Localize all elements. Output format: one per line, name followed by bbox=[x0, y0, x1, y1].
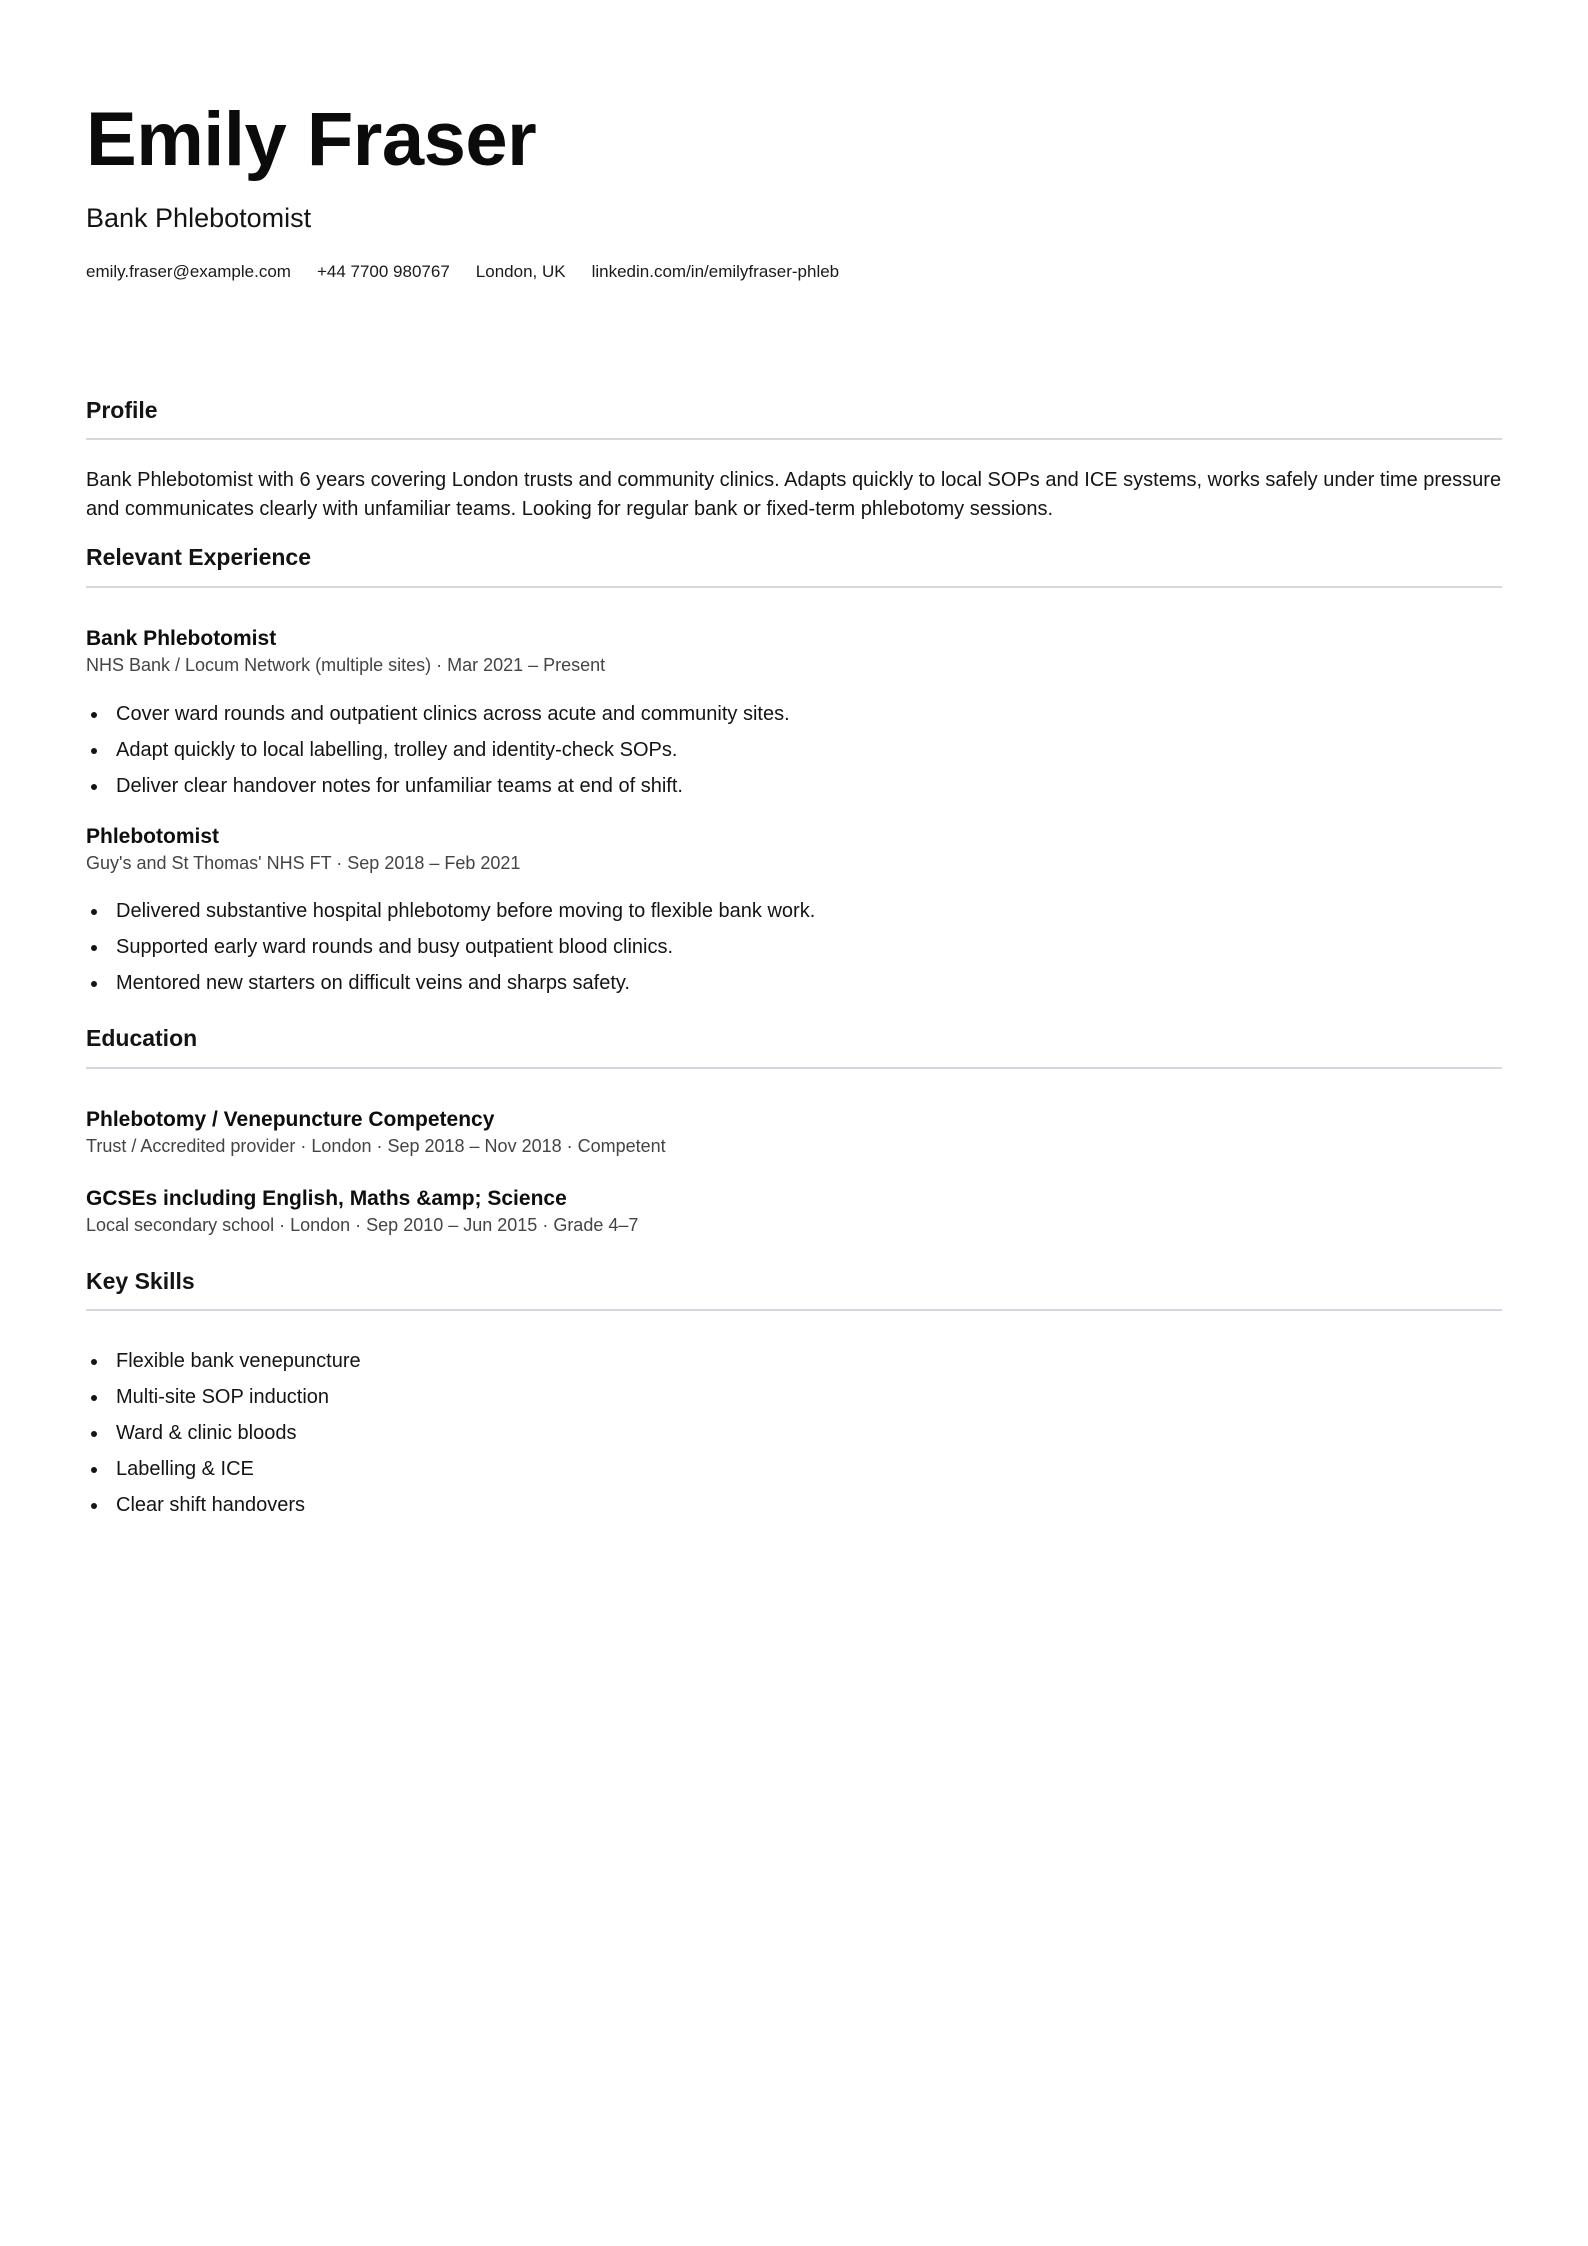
job-meta: Guy's and St Thomas' NHS FT · Sep 2018 – Feb 2021 bbox=[86, 852, 521, 873]
skill-item: Clear shift handovers bbox=[116, 1487, 1502, 1523]
contact-linkedin[interactable]: linkedin.com/in/emilyfraser-phleb bbox=[591, 262, 840, 282]
candidate-name: Emily Fraser bbox=[86, 97, 537, 182]
section-title-education: Education bbox=[86, 1025, 198, 1052]
skill-item: Multi-site SOP induction bbox=[116, 1379, 1502, 1415]
profile-summary: Bank Phlebotomist with 6 years covering London trusts and community clinics. Adapts quickly to local SOPs and ICE systems, works safely under time pressure and communicates clearly with unfamiliar teams. Looking for regular bank or fixed-term phlebotomy sessions. bbox=[86, 469, 1502, 521]
job-title: Bank Phlebotomist bbox=[86, 626, 277, 650]
section-divider bbox=[86, 1067, 1502, 1069]
section-divider bbox=[86, 438, 1502, 440]
job-bullets bbox=[86, 696, 1502, 804]
job-entry bbox=[86, 626, 1502, 804]
education-meta: Trust / Accredited provider · London · Sep 2018 – Nov 2018 · Competent bbox=[86, 1135, 666, 1156]
job-bullet: Delivered substantive hospital phlebotomy before moving to flexible bank work. bbox=[116, 893, 1502, 929]
job-bullet: Supported early ward rounds and busy outpatient blood clinics. bbox=[116, 929, 1502, 965]
job-bullet: Adapt quickly to local labelling, trolley and identity-check SOPs. bbox=[116, 732, 1502, 768]
job-bullet: Mentored new starters on difficult veins and sharps safety. bbox=[116, 965, 1502, 1001]
section-title-skills: Key Skills bbox=[86, 1267, 195, 1294]
skills-list bbox=[86, 1343, 1502, 1523]
education-entry bbox=[86, 1186, 1502, 1238]
contact-location: London, UK bbox=[475, 262, 566, 282]
job-bullet: Deliver clear handover notes for unfamiliar teams at end of shift. bbox=[116, 768, 1502, 804]
job-meta: NHS Bank / Locum Network (multiple sites) · Mar 2021 – Present bbox=[86, 655, 606, 676]
section-title-experience: Relevant Experience bbox=[86, 544, 312, 571]
skill-item: Flexible bank venepuncture bbox=[116, 1343, 1502, 1379]
education-title: Phlebotomy / Venepuncture Competency bbox=[86, 1107, 495, 1131]
job-bullets bbox=[86, 893, 1502, 1001]
contact-email[interactable]: emily.fraser@example.com bbox=[86, 262, 291, 282]
job-entry bbox=[86, 824, 1502, 1002]
education-section bbox=[86, 1025, 1502, 1238]
section-divider bbox=[86, 1309, 1502, 1311]
job-bullet: Cover ward rounds and outpatient clinics across acute and community sites. bbox=[116, 696, 1502, 732]
section-title-profile: Profile bbox=[86, 396, 158, 423]
contact-phone[interactable]: +44 7700 980767 bbox=[316, 262, 450, 282]
experience-section bbox=[86, 544, 1502, 1001]
education-meta: Local secondary school · London · Sep 2010 – Jun 2015 · Grade 4–7 bbox=[86, 1215, 639, 1236]
skill-item: Ward & clinic bloods bbox=[116, 1415, 1502, 1451]
job-title: Phlebotomist bbox=[86, 824, 220, 848]
skill-item: Labelling & ICE bbox=[116, 1451, 1502, 1487]
candidate-headline: Bank Phlebotomist bbox=[86, 203, 312, 233]
profile-section bbox=[86, 397, 1502, 525]
contact-line bbox=[86, 262, 1502, 282]
education-entry bbox=[86, 1107, 1502, 1159]
resume-header bbox=[86, 97, 1502, 283]
education-title: GCSEs including English, Maths &amp; Science bbox=[86, 1187, 567, 1211]
skills-section bbox=[86, 1268, 1502, 1524]
section-divider bbox=[86, 586, 1502, 588]
